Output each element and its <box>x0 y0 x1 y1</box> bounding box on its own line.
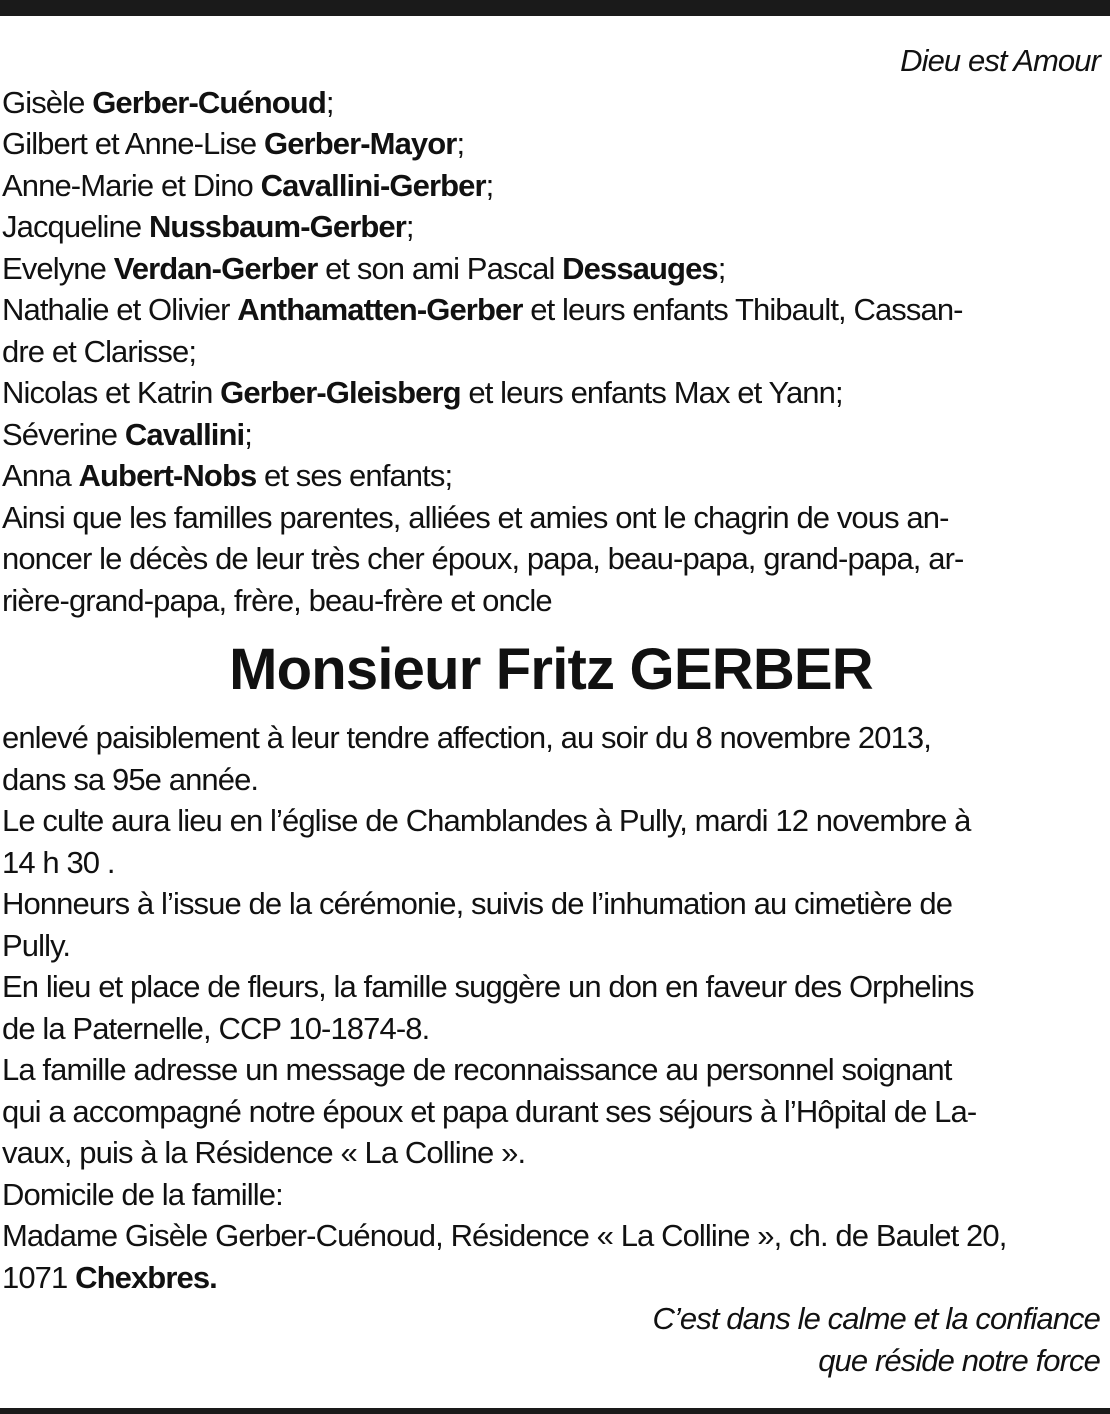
detail-line <box>2 842 1100 884</box>
text-regular: dre et Clarisse; <box>2 333 197 369</box>
text-regular: et ses enfants; <box>256 458 453 493</box>
town-name: Chexbres. <box>75 1259 217 1295</box>
family-name: Verdan-Gerber <box>113 250 318 286</box>
announcement-line <box>2 580 1100 622</box>
text-regular: Domicile de la famille: <box>2 1176 283 1212</box>
text-regular: rière-grand-papa, frère, beau-frère et oncle <box>2 582 552 618</box>
motto-bottom-line: C’est dans le calme et la confiance <box>652 1301 1100 1336</box>
mourner-line <box>2 372 1100 414</box>
text-regular: Pully. <box>2 927 71 963</box>
mourners-list <box>2 82 1100 622</box>
detail-line <box>2 1257 1100 1299</box>
text-regular: 1071 <box>2 1259 76 1295</box>
detail-line <box>2 717 1100 759</box>
deceased-name: Monsieur Fritz GERBER <box>229 637 873 702</box>
mourner-line <box>2 414 1100 456</box>
detail-line <box>2 1008 1100 1050</box>
detail-line <box>2 1215 1100 1257</box>
text-regular: 14 h 30 . <box>2 844 115 880</box>
details-block <box>2 717 1100 1298</box>
text-regular: ; <box>244 416 252 452</box>
detail-line <box>2 1091 1100 1133</box>
text-regular: Evelyne <box>2 250 114 286</box>
family-name: Dessauges <box>562 250 718 286</box>
text-regular: Gilbert et Anne-Lise <box>2 126 264 161</box>
family-name: Gerber-Mayor <box>263 126 457 161</box>
text-regular: ; <box>325 84 334 120</box>
motto-bottom-line: que réside notre force <box>818 1342 1100 1378</box>
text-regular: Anna <box>2 458 79 493</box>
mourner-line <box>2 206 1100 248</box>
text-regular: qui a accompagné notre époux et papa durant ses séjours à l’Hôpital de La- <box>2 1093 977 1129</box>
detail-line <box>2 759 1100 801</box>
text-regular: et son ami Pascal <box>317 250 563 286</box>
text-regular: et leurs enfants Thibault, Cassan- <box>522 292 963 327</box>
mourner-line <box>2 123 1100 165</box>
text-regular: Honneurs à l’issue de la cérémonie, suivis de l’inhumation au cimetière de <box>2 886 953 921</box>
family-name: Gerber-Gleisberg <box>220 375 461 410</box>
family-name: Anthamatten-Gerber <box>237 292 523 327</box>
text-regular: Ainsi que les familles parentes, alliées et amies ont le chagrin de vous an- <box>2 499 949 535</box>
text-regular: dans sa 95e année. <box>2 761 259 797</box>
mourner-line <box>2 331 1100 373</box>
top-rule <box>0 0 1110 16</box>
detail-line <box>2 1174 1100 1216</box>
family-name: Cavallini <box>124 416 245 452</box>
motto-bottom <box>2 1298 1100 1381</box>
text-regular: Nicolas et Katrin <box>2 375 221 410</box>
text-regular: Anne-Marie et Dino <box>2 167 261 203</box>
text-regular: Séverine <box>2 416 125 452</box>
text-regular: ; <box>717 250 726 286</box>
text-regular: Nathalie et Olivier <box>2 292 238 327</box>
mourner-line <box>2 82 1100 124</box>
text-regular: de la Paternelle, CCP 10-1874-8. <box>2 1010 430 1046</box>
mourner-line <box>2 248 1100 290</box>
detail-line <box>2 1049 1100 1091</box>
text-regular: La famille adresse un message de reconnaissance au personnel soignant <box>2 1052 952 1087</box>
announcement-line <box>2 497 1100 539</box>
text-regular: Jacqueline <box>2 209 149 244</box>
detail-line <box>2 1132 1100 1174</box>
text-regular: ; <box>405 209 414 244</box>
detail-line <box>2 966 1100 1008</box>
family-name: Aubert-Nobs <box>78 458 257 493</box>
family-name: Gerber-Cuénoud <box>92 84 326 120</box>
mourner-line <box>2 165 1100 207</box>
text-regular: ; <box>485 167 494 203</box>
text-regular: Gisèle <box>2 84 93 120</box>
detail-line <box>2 925 1100 967</box>
text-regular: Le culte aura lieu en l’église de Chamblandes à Pully, mardi 12 novembre à <box>2 803 971 838</box>
detail-line <box>2 883 1100 925</box>
text-regular: En lieu et place de fleurs, la famille suggère un don en faveur des Orphelins <box>2 969 974 1004</box>
text-regular: ; <box>456 126 465 161</box>
text-regular: enlevé paisiblement à leur tendre affection, au soir du 8 novembre 2013, <box>2 720 931 755</box>
text-regular: vaux, puis à la Résidence « La Colline ». <box>2 1135 526 1170</box>
motto-top: Dieu est Amour <box>900 43 1100 78</box>
text-regular: noncer le décès de leur très cher époux, papa, beau-papa, grand-papa, ar- <box>2 541 964 576</box>
mourner-line <box>2 455 1100 497</box>
family-name: Nussbaum-Gerber <box>148 209 406 244</box>
bottom-rule <box>0 1408 1110 1414</box>
detail-line <box>2 800 1100 842</box>
family-name: Cavallini-Gerber <box>260 167 486 203</box>
text-regular: Madame Gisèle Gerber-Cuénoud, Résidence « La Colline », ch. de Baulet 20, <box>2 1218 1007 1253</box>
text-regular: et leurs enfants Max et Yann; <box>460 375 843 410</box>
announcement-line <box>2 538 1100 580</box>
notice-body <box>2 40 1100 1381</box>
mourner-line <box>2 289 1100 331</box>
